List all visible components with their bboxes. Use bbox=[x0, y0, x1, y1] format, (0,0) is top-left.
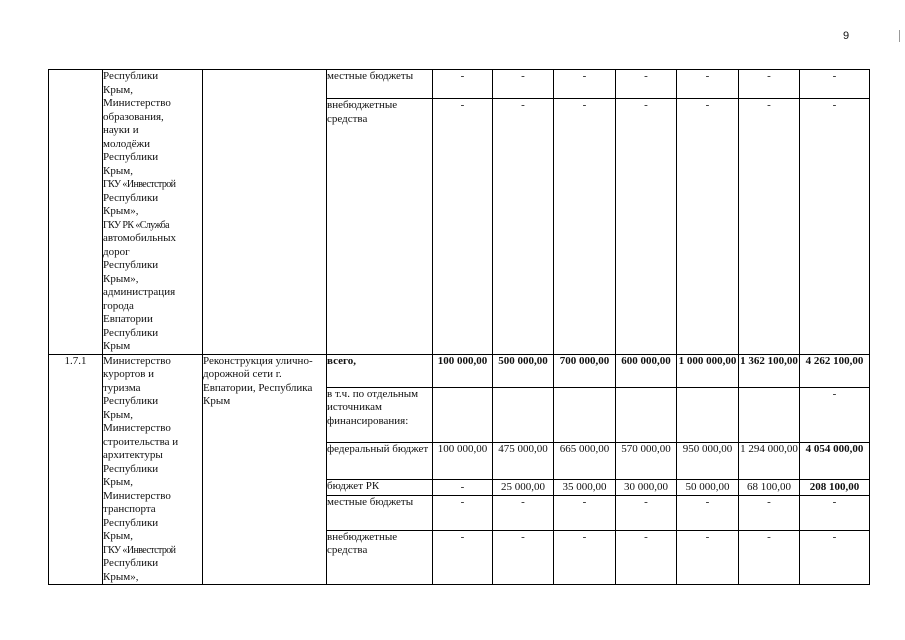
value-cell: - bbox=[739, 70, 800, 99]
value-cell: - bbox=[493, 70, 554, 99]
agency-line: Крым», bbox=[103, 272, 139, 285]
agency-line: молодёжи bbox=[103, 137, 150, 150]
edge-mark bbox=[899, 30, 900, 42]
value-cell: - bbox=[433, 530, 493, 584]
value-cell: - bbox=[677, 99, 739, 354]
value-cell: - bbox=[554, 99, 616, 354]
value-cell: 25 000,00 bbox=[493, 480, 554, 496]
agency-line: автомобильных bbox=[103, 232, 176, 244]
description-cell: Реконструкция улично-дорожной сети г. Евпатории, Республика Крым bbox=[203, 354, 327, 585]
value-cell: 500 000,00 bbox=[493, 354, 554, 387]
source-cell: в т.ч. по отдельным источникам финансирования: bbox=[327, 387, 433, 442]
value-cell bbox=[433, 387, 493, 442]
value-cell: 475 000,00 bbox=[493, 443, 554, 480]
agency-line: Республики bbox=[103, 326, 159, 339]
agency-line: Республики bbox=[103, 259, 159, 271]
source-cell: всего, bbox=[327, 354, 433, 387]
description-cell bbox=[203, 70, 327, 355]
agency-line: Крым», bbox=[103, 570, 139, 583]
table-row bbox=[49, 354, 870, 387]
value-cell: 1 000 000,00 bbox=[677, 354, 739, 387]
agency-line: Республики bbox=[103, 191, 159, 204]
source-cell: федеральный бюджет bbox=[327, 443, 433, 480]
source-cell: местные бюджеты bbox=[327, 496, 433, 530]
agency-line: Республики bbox=[103, 151, 159, 163]
value-cell: - bbox=[554, 530, 616, 584]
agency-line: Евпатории bbox=[103, 313, 153, 325]
value-cell: - bbox=[616, 530, 677, 584]
number-cell bbox=[49, 70, 103, 355]
agency-line: ГКУ РК «Служба bbox=[103, 219, 169, 231]
value-cell: 1 362 100,00 bbox=[739, 354, 800, 387]
agency-line: архитектуры bbox=[103, 449, 163, 461]
agency-line: Республики bbox=[103, 395, 159, 407]
agency-line: администрация bbox=[103, 286, 176, 298]
value-cell: 700 000,00 bbox=[554, 354, 616, 387]
value-cell: - bbox=[616, 496, 677, 530]
value-cell bbox=[493, 387, 554, 442]
value-cell: - bbox=[433, 99, 493, 354]
value-cell: 4 054 000,00 bbox=[800, 443, 870, 480]
budget-table bbox=[48, 69, 870, 585]
value-cell bbox=[554, 387, 616, 442]
value-cell: 208 100,00 bbox=[800, 480, 870, 496]
agency-line: ГКУ «Инвестстрой bbox=[103, 179, 176, 190]
value-cell: - bbox=[800, 99, 870, 354]
value-cell bbox=[739, 387, 800, 442]
agency-line: Министерство bbox=[103, 489, 171, 502]
agency-line: Министерство bbox=[103, 354, 171, 367]
agency-line: Крым», bbox=[103, 205, 139, 217]
value-cell: 30 000,00 bbox=[616, 480, 677, 496]
value-cell: - bbox=[493, 530, 554, 584]
value-cell: - bbox=[433, 70, 493, 99]
agencies-cell bbox=[103, 70, 203, 355]
value-cell: - bbox=[433, 480, 493, 496]
value-cell: 50 000,00 bbox=[677, 480, 739, 496]
value-cell: - bbox=[493, 99, 554, 354]
value-cell: - bbox=[677, 70, 739, 99]
agency-line: курортов и bbox=[103, 368, 155, 380]
value-cell: - bbox=[554, 70, 616, 99]
agency-line: дорог bbox=[103, 245, 130, 258]
value-cell: - bbox=[800, 70, 870, 99]
value-cell: - bbox=[739, 496, 800, 530]
value-cell: - bbox=[800, 496, 870, 530]
value-cell: - bbox=[677, 496, 739, 530]
value-cell: 68 100,00 bbox=[739, 480, 800, 496]
value-cell: 1 294 000,00 bbox=[739, 443, 800, 480]
source-cell: бюджет РК bbox=[327, 480, 433, 496]
agency-line: Республики bbox=[103, 462, 159, 475]
agency-line: науки и bbox=[103, 124, 139, 136]
source-cell: местные бюджеты bbox=[327, 70, 433, 99]
agency-line: Министерство bbox=[103, 422, 171, 434]
value-cell: - bbox=[677, 530, 739, 584]
value-cell: - bbox=[616, 70, 677, 99]
value-cell: - bbox=[433, 496, 493, 530]
agency-line: Крым bbox=[103, 340, 131, 352]
value-cell: 600 000,00 bbox=[616, 354, 677, 387]
agency-line: Республики bbox=[103, 516, 159, 529]
value-cell: - bbox=[739, 530, 800, 584]
page-number: 9 bbox=[843, 30, 850, 42]
value-cell: 665 000,00 bbox=[554, 443, 616, 480]
agency-line: Крым, bbox=[103, 408, 133, 421]
agency-line: Министерство bbox=[103, 97, 171, 109]
value-cell: 100 000,00 bbox=[433, 443, 493, 480]
agency-line: Крым, bbox=[103, 164, 133, 177]
value-cell: - bbox=[554, 496, 616, 530]
table-row bbox=[49, 70, 870, 99]
agency-line: города bbox=[103, 299, 134, 312]
value-cell: - bbox=[739, 99, 800, 354]
value-cell bbox=[616, 387, 677, 442]
agencies-cell bbox=[103, 354, 203, 585]
agency-line: Республики bbox=[103, 557, 159, 569]
agency-line: Республики bbox=[103, 70, 159, 82]
agency-line: туризма bbox=[103, 381, 141, 394]
number-cell: 1.7.1 bbox=[49, 354, 103, 585]
value-cell: 100 000,00 bbox=[433, 354, 493, 387]
value-cell: 4 262 100,00 bbox=[800, 354, 870, 387]
agency-line: Крым, bbox=[103, 83, 133, 96]
value-cell: 950 000,00 bbox=[677, 443, 739, 480]
agency-line: ГКУ «Инвестстрой bbox=[103, 544, 176, 556]
agency-line: образования, bbox=[103, 110, 164, 123]
agency-line: Крым, bbox=[103, 476, 133, 488]
value-cell: - bbox=[800, 530, 870, 584]
agency-line: строительства и bbox=[103, 435, 179, 448]
value-cell bbox=[677, 387, 739, 442]
value-cell: - bbox=[493, 496, 554, 530]
value-cell: 570 000,00 bbox=[616, 443, 677, 480]
value-cell: - bbox=[616, 99, 677, 354]
agency-line: Крым, bbox=[103, 530, 133, 542]
agency-line: транспорта bbox=[103, 503, 156, 515]
value-cell: - bbox=[800, 387, 870, 442]
source-cell: внебюджетные средства bbox=[327, 530, 433, 584]
value-cell: 35 000,00 bbox=[554, 480, 616, 496]
source-cell: внебюджетные средства bbox=[327, 99, 433, 354]
